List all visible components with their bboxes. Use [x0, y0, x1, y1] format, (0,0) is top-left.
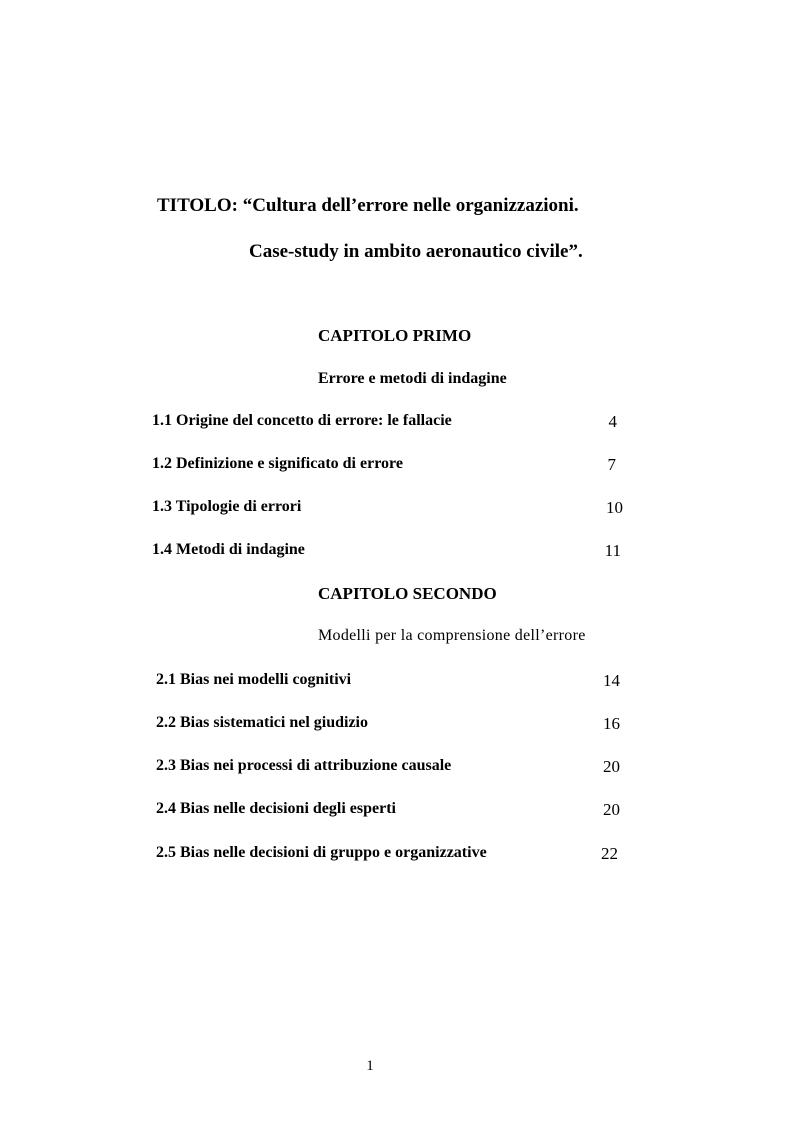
toc-entry-label: 1.3 Tipologie di errori [152, 498, 302, 515]
toc-entry-label: 2.1 Bias nei modelli cognitivi [156, 671, 352, 688]
toc-entry-page: 11 [604, 541, 621, 560]
chapter-1-heading: CAPITOLO PRIMO [318, 326, 472, 345]
toc-entry-label: 2.4 Bias nelle decisioni degli esperti [156, 800, 396, 817]
toc-entry-label: 2.2 Bias sistematici nel giudizio [156, 714, 368, 731]
toc-entry-label: 1.2 Definizione e significato di errore [152, 455, 403, 472]
toc-entry-page: 20 [603, 800, 620, 819]
toc-entry-page: 14 [603, 671, 620, 690]
document-title-line-1: TITOLO: “Cultura dell’errore nelle organizzazioni. [157, 195, 579, 216]
toc-entry-page: 4 [608, 412, 617, 431]
page-number: 1 [366, 1058, 374, 1074]
chapter-1-subtitle: Errore e metodi di indagine [318, 370, 507, 387]
toc-entry-page: 16 [603, 714, 620, 733]
chapter-2-subtitle: Modelli per la comprensione dell’errore [318, 627, 586, 644]
chapter-2-heading: CAPITOLO SECONDO [318, 584, 497, 603]
toc-entry-label: 1.1 Origine del concetto di errore: le fallacie [152, 412, 452, 429]
toc-entry-label: 2.5 Bias nelle decisioni di gruppo e organizzative [156, 844, 487, 861]
toc-entry-label: 2.3 Bias nei processi di attribuzione causale [156, 757, 452, 774]
document-title-line-2: Case-study in ambito aeronautico civile”. [249, 241, 583, 262]
toc-entry-label: 1.4 Metodi di indagine [152, 541, 305, 558]
toc-entry-page: 22 [601, 844, 618, 863]
toc-entry-page: 20 [603, 757, 620, 776]
toc-entry-page: 7 [607, 455, 616, 474]
toc-entry-page: 10 [606, 498, 623, 517]
